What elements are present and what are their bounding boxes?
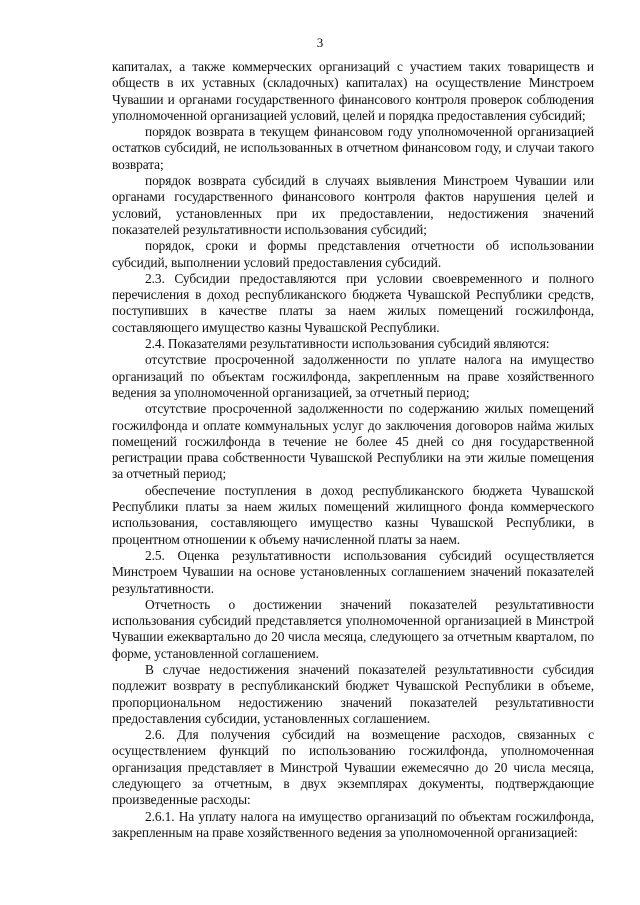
paragraph-reporting-quarterly: Отчетность о достижении значений показателей результативности использования субсидий представляется уполномоченной организацией в Минстрой Чувашии ежеквартально до 20 числа месяца, следующего за отчетным кварталом, по форме, установленной соглашением. xyxy=(112,596,594,661)
paragraph-continuation: капиталах, а также коммерческих организаций с участием таких товариществ и обществ в их уставных (складочных) капиталах) на осуществление Минстроем Чувашии и органами государственного финансового контроля проверок соблюдения уполномоченной организацией условий, целей и порядка предоставления субсидий; xyxy=(112,59,594,123)
paragraph-2-4: 2.4. Показателями результативности использования субсидий являются: xyxy=(145,336,550,352)
paragraph-refund-proportional: В случае недостижения значений показателей результативности субсидия подлежит возврату в республиканский бюджет Чувашской Республики в объеме, пропорциональном недостижению значений показателей результативности предоставления субсидии, установленных соглашением. xyxy=(112,661,594,726)
paragraph-indicator-maintenance: отсутствие просроченной задолженности по содержанию жилых помещений госжилфонда и оплате коммунальных услуг до заключения договоров найма жилых помещений госжилфонда в течение не более 45 дней со дня государственной регистрации права собственности Чувашской Республики на эти жилые помещения за отчетный период; xyxy=(112,401,594,482)
paragraph-2-5: 2.5. Оценка результативности использования субсидий осуществляется Минстроем Чувашии на основе установленных соглашением значений показателей результативности. xyxy=(112,547,594,596)
paragraph-2-3: 2.3. Субсидии предоставляются при условии своевременного и полного перечисления в доход республиканского бюджета Чувашской Республики средств, поступивших в качестве платы за наем жилых помещений госжилфонда, составляющего имущество казны Чувашской Республики. xyxy=(112,270,594,335)
paragraph-2-6: 2.6. Для получения субсидий на возмещение расходов, связанных с осуществлением функций по использованию госжилфонда, уполномоченная организация представляет в Минстрой Чувашии ежемесячно до 20 числа месяца, следующего за отчетным, в двух экземплярах документы, подтверждающие произведенные расходы: xyxy=(112,727,594,808)
paragraph-reporting-order: порядок, сроки и формы представления отчетности об использовании субсидий, выполнении условий предоставления субсидий. xyxy=(112,238,594,270)
paragraph-indicator-rent: обеспечение поступления в доход республиканского бюджета Чувашской Республики платы за наем жилых помещений жилищного фонда коммерческого использования, составляющего имущество казны Чувашской Республики, в процентном отношении к объему начисленной платы за наем. xyxy=(112,482,594,547)
paragraph-2-6-1: 2.6.1. На уплату налога на имущество организаций по объектам госжилфонда, закрепленным на праве хозяйственного ведения за уполномоченной организацией: xyxy=(112,808,594,840)
paragraph-indicator-tax: отсутствие просроченной задолженности по уплате налога на имущество организаций по объектам госжилфонда, закрепленным на праве хозяйственного ведения за уполномоченной организацией, за отчетный период; xyxy=(112,352,594,400)
paragraph-return-remaining: порядок возврата в текущем финансовом году уполномоченной организацией остатков субсидий, не использованных в отчетном финансовом году, и случаи такого возврата; xyxy=(112,124,594,172)
document-body xyxy=(112,59,594,841)
paragraph-return-violations: порядок возврата субсидий в случаях выявления Минстроем Чувашии или органами государственного финансового контроля фактов нарушения целей и условий, установленных при их предоставлении, недостижения значений показателей результативности использования субсидий; xyxy=(112,173,594,237)
page-number: 3 xyxy=(316,35,324,50)
